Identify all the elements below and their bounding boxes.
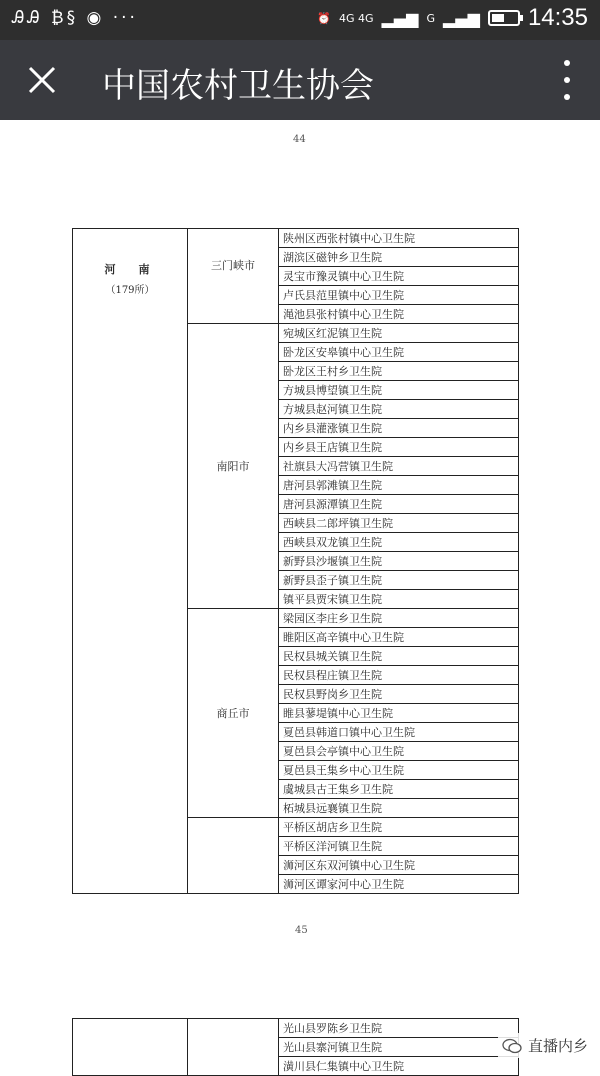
hospital-cell: 宛城区红泥镇卫生院 — [279, 324, 519, 343]
page-number: 45 — [295, 925, 308, 936]
hospital-cell: 民权县城关镇卫生院 — [279, 647, 519, 666]
hospital-cell: 光山县罗陈乡卫生院 — [279, 1019, 519, 1038]
hospital-cell: 镇平县贾宋镇卫生院 — [279, 590, 519, 609]
page-number: 44 — [293, 134, 306, 145]
hospital-cell: 湖滨区磁钟乡卫生院 — [279, 248, 519, 267]
hospital-table — [72, 228, 519, 894]
hospital-cell: 内乡县灌涨镇卫生院 — [279, 419, 519, 438]
more-dot-icon — [564, 77, 570, 83]
province-name: 河 南 — [104, 263, 156, 276]
battery-icon — [488, 10, 520, 26]
hospital-cell: 唐河县郭滩镇卫生院 — [279, 476, 519, 495]
hospital-cell: 民权县野岗乡卫生院 — [279, 685, 519, 704]
hospital-cell: 卧龙区王村乡卫生院 — [279, 362, 519, 381]
hospital-cell: 浉河区东双河镇中心卫生院 — [279, 856, 519, 875]
hospital-cell: 方城县赵河镇卫生院 — [279, 400, 519, 419]
close-icon — [27, 65, 57, 95]
hospital-cell: 梁园区李庄乡卫生院 — [279, 609, 519, 628]
hospital-cell: 潢川县仁集镇中心卫生院 — [279, 1057, 519, 1076]
hospital-cell: 陕州区西张村镇中心卫生院 — [279, 229, 519, 248]
table-row — [73, 229, 519, 248]
hospital-cell: 新野县歪子镇卫生院 — [279, 571, 519, 590]
city-cell — [188, 818, 279, 894]
province-count: （179所） — [105, 285, 155, 296]
province-cell — [73, 229, 188, 894]
hospital-cell: 西峡县二郎坪镇卫生院 — [279, 514, 519, 533]
watermark — [498, 1033, 592, 1058]
app-bar — [0, 40, 600, 120]
hospital-table — [72, 1018, 519, 1076]
hospital-cell: 唐河县源潭镇卫生院 — [279, 495, 519, 514]
close-button[interactable] — [20, 58, 64, 102]
watermark-text: 直播内乡 — [527, 1037, 588, 1055]
hospital-cell: 夏邑县韩道口镇中心卫生院 — [279, 723, 519, 742]
city-cell: 南阳市 — [188, 324, 279, 609]
hospital-cell: 浉河区谭家河中心卫生院 — [279, 875, 519, 894]
hospital-cell: 卢氏县范里镇中心卫生院 — [279, 286, 519, 305]
hospital-cell: 夏邑县会亭镇中心卫生院 — [279, 742, 519, 761]
document-view[interactable] — [0, 120, 600, 1073]
city-cell — [188, 1019, 279, 1076]
sim-label: G — [426, 11, 436, 25]
more-menu-button[interactable] — [556, 60, 578, 100]
status-bar — [0, 0, 600, 40]
status-left-icons: ᎯᎯ ₿§ ◉ ··· — [12, 8, 138, 28]
hospital-cell: 虞城县古王集乡卫生院 — [279, 780, 519, 799]
more-dot-icon — [564, 60, 570, 66]
signal-icon: ▂▄▆ — [381, 8, 419, 28]
hospital-cell: 夏邑县王集乡中心卫生院 — [279, 761, 519, 780]
hospital-cell: 内乡县王店镇卫生院 — [279, 438, 519, 457]
hospital-cell: 卧龙区安皋镇中心卫生院 — [279, 343, 519, 362]
hospital-cell: 灵宝市豫灵镇中心卫生院 — [279, 267, 519, 286]
city-cell: 商丘市 — [188, 609, 279, 818]
more-dot-icon — [564, 94, 570, 100]
hospital-cell: 新野县沙堰镇卫生院 — [279, 552, 519, 571]
signal-2-icon: ▂▄▆ — [443, 8, 480, 28]
hospital-cell: 睢县蓼堤镇中心卫生院 — [279, 704, 519, 723]
hospital-cell: 社旗县大冯营镇卫生院 — [279, 457, 519, 476]
city-cell: 三门峡市 — [188, 229, 279, 324]
province-cell — [73, 1019, 188, 1076]
hospital-cell: 柘城县远襄镇卫生院 — [279, 799, 519, 818]
alarm-icon: ⏰ — [317, 11, 332, 25]
table-row — [73, 1019, 519, 1038]
hospital-cell: 平桥区胡店乡卫生院 — [279, 818, 519, 837]
battery-fill — [492, 14, 504, 22]
clock: 14:35 — [527, 4, 588, 31]
hospital-cell: 平桥区洋河镇卫生院 — [279, 837, 519, 856]
hospital-cell: 西峡县双龙镇卫生院 — [279, 533, 519, 552]
hospital-cell: 民权县程庄镇卫生院 — [279, 666, 519, 685]
page-title: 中国农村卫生协会 — [102, 66, 374, 106]
hospital-cell: 睢阳区高辛镇中心卫生院 — [279, 628, 519, 647]
hospital-cell: 光山县寨河镇卫生院 — [279, 1038, 519, 1057]
hospital-cell: 方城县博望镇卫生院 — [279, 381, 519, 400]
wechat-icon — [502, 1038, 522, 1054]
hospital-cell: 渑池县张村镇中心卫生院 — [279, 305, 519, 324]
network-type: 4G 4G — [339, 11, 374, 25]
